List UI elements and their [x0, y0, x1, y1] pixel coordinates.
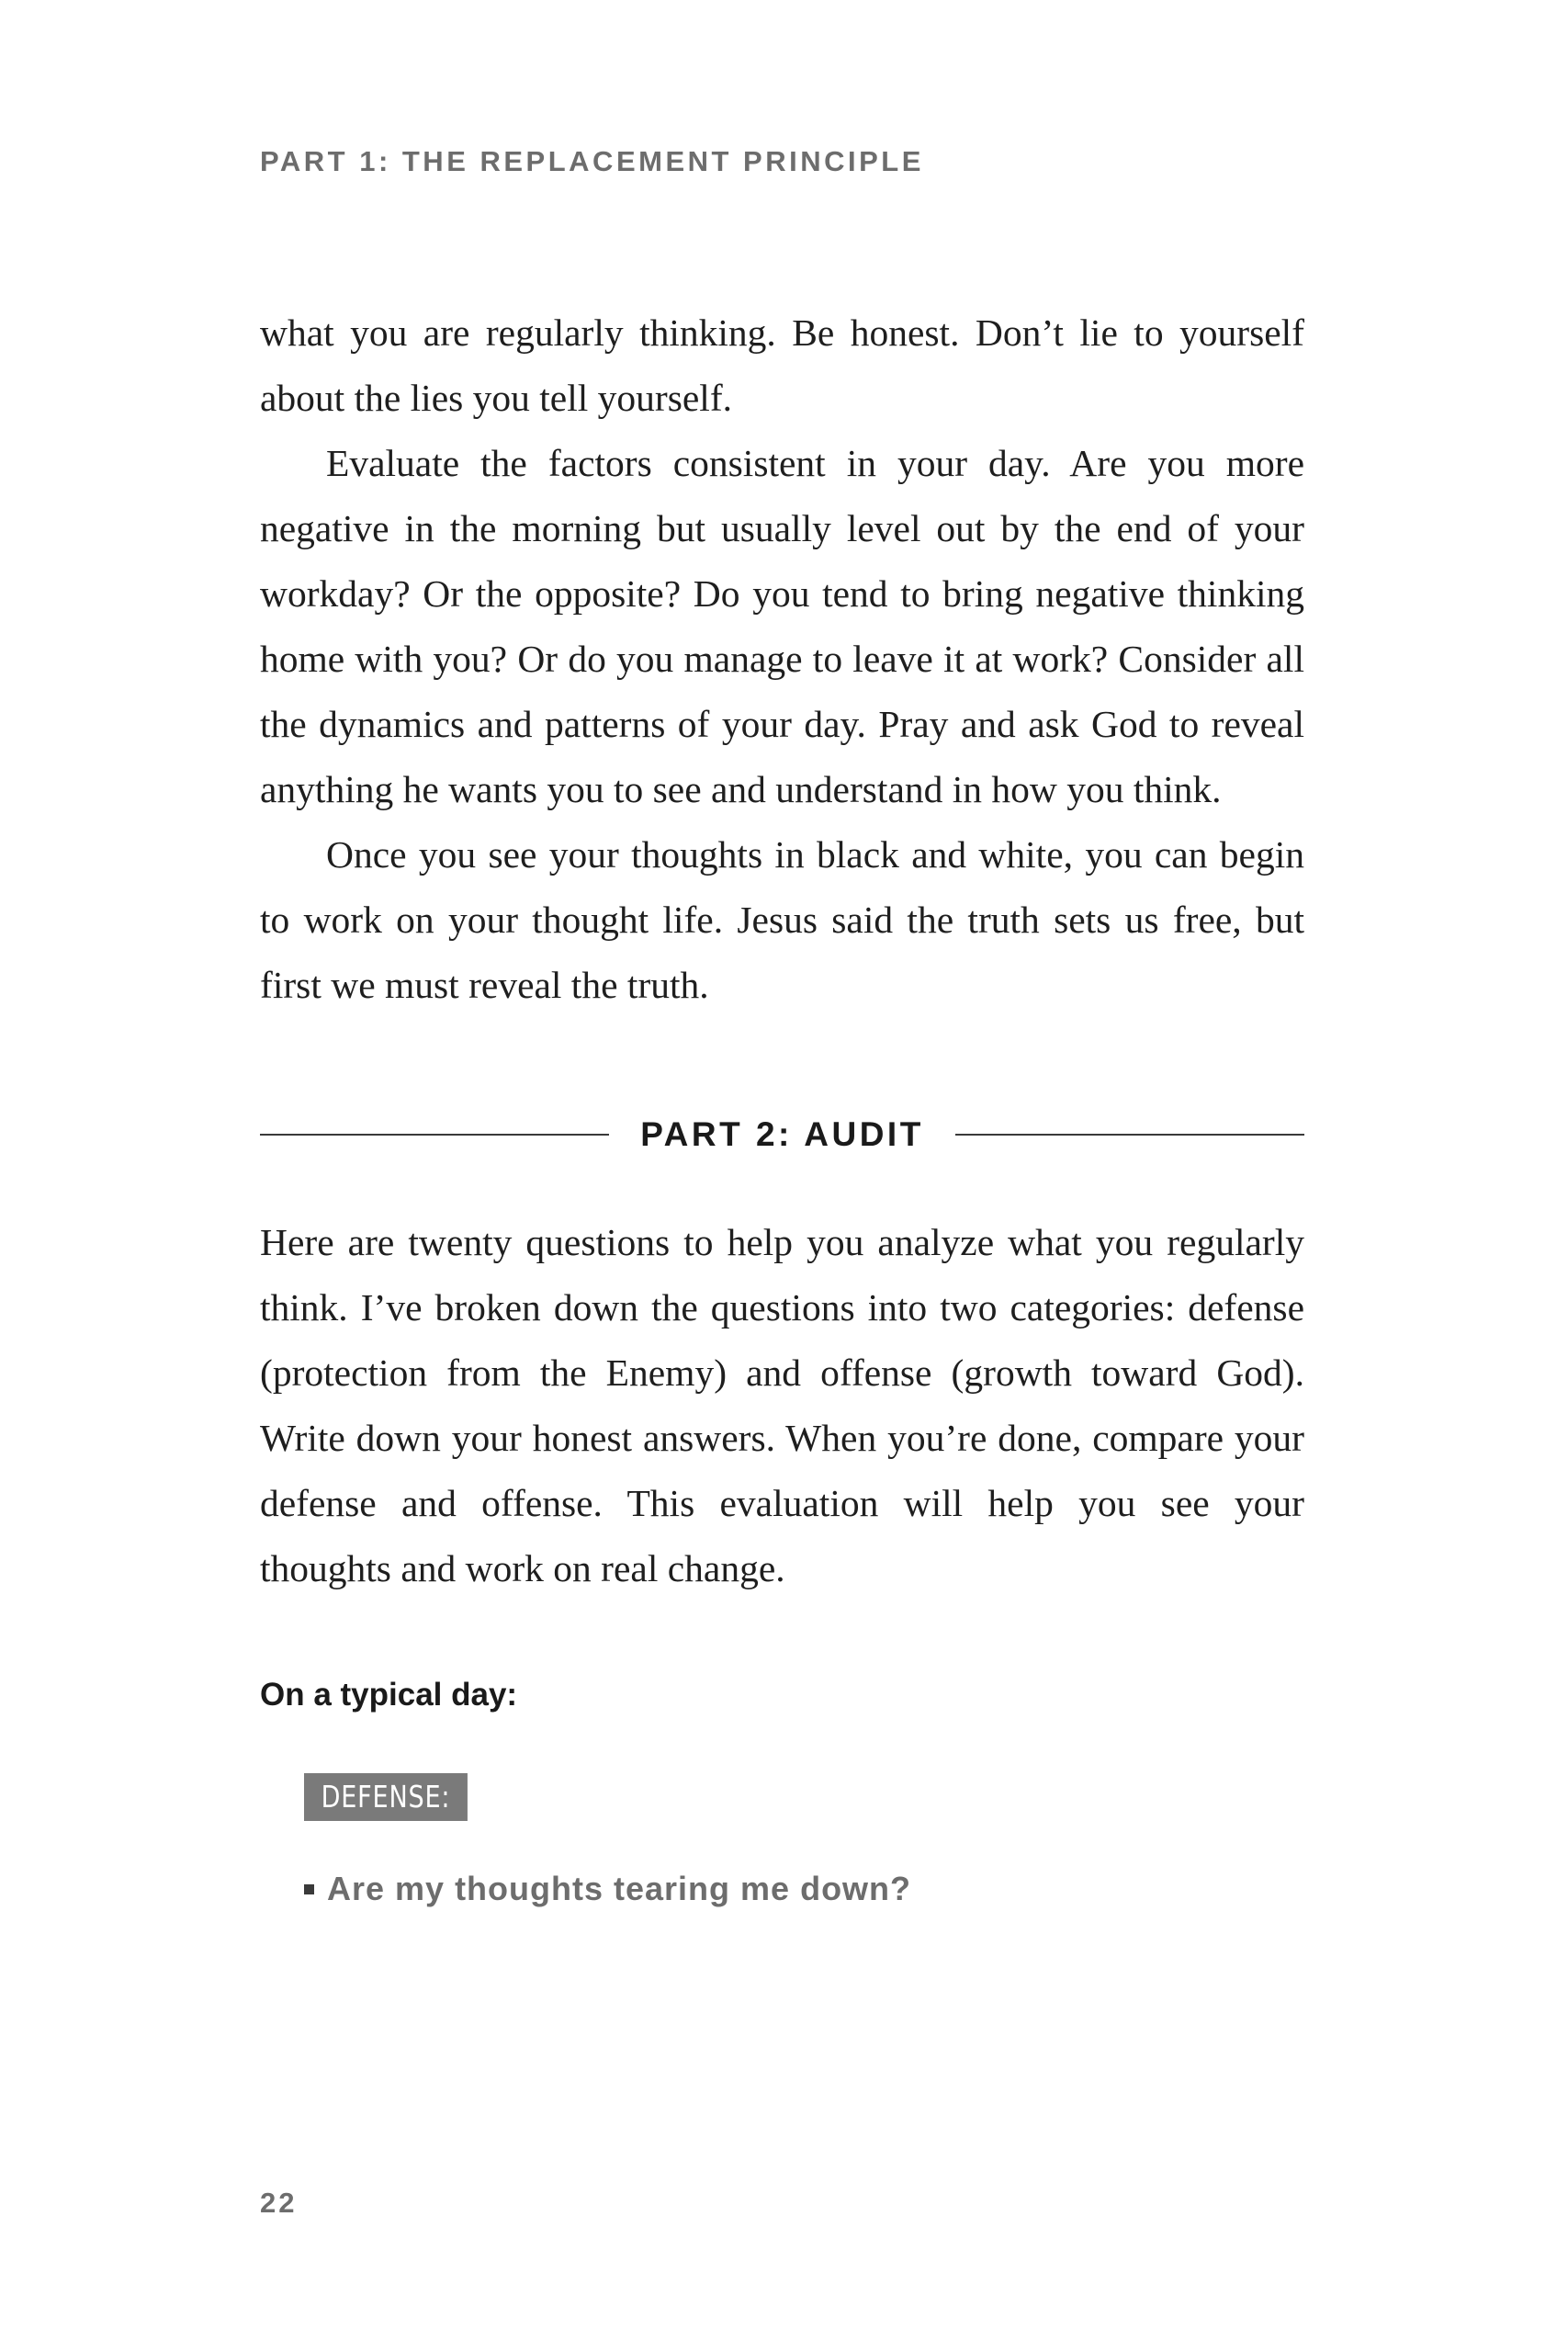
- body-text-block-2: [260, 1210, 1304, 1601]
- paragraph-once: Once you see your thoughts in black and white, you can begin to work on your thought life. Jesus said the truth sets us free, but first we must reveal the truth.: [260, 833, 1304, 1006]
- body-text-block-1: [260, 300, 1304, 1018]
- square-bullet-icon: [304, 1884, 314, 1894]
- section-rule-left: [260, 1134, 609, 1136]
- paragraph-evaluate: Evaluate the factors consistent in your day. Are you more negative in the morning but usually level out by the end of your workday? Or the opposite? Do you tend to bring negative thinking home with you? Or do you manage to leave it at work? Consider all the dynamics and patterns of your day. Pray and ask God to reveal anything he wants you to see and understand in how you think.: [260, 442, 1304, 810]
- list-item: [304, 1870, 911, 1908]
- running-head: PART 1: THE REPLACEMENT PRINCIPLE: [260, 145, 924, 177]
- section-heading: [260, 1107, 1304, 1162]
- section-heading-label: PART 2: AUDIT: [640, 1115, 924, 1153]
- section-rule-right: [955, 1134, 1304, 1136]
- paragraph-audit-intro: Here are twenty questions to help you analyze what you regularly think. I’ve broken down the questions into two categories: defense (protection from the Enemy) and offense (growth toward God). Write down your honest answers. When you’re done, compare your defense and offense. This evaluation will help you see your thoughts and work on real change.: [260, 1221, 1304, 1589]
- paragraph-continued: what you are regularly thinking. Be honest. Don’t lie to yourself about the lies you tell yourself.: [260, 311, 1304, 419]
- page-number: 22: [260, 2187, 298, 2219]
- subheading: On a typical day:: [260, 1677, 518, 1713]
- question-text: Are my thoughts tearing me down?: [327, 1870, 912, 1907]
- question-list: [304, 1870, 911, 1908]
- defense-tag: DEFENSE:: [304, 1773, 468, 1821]
